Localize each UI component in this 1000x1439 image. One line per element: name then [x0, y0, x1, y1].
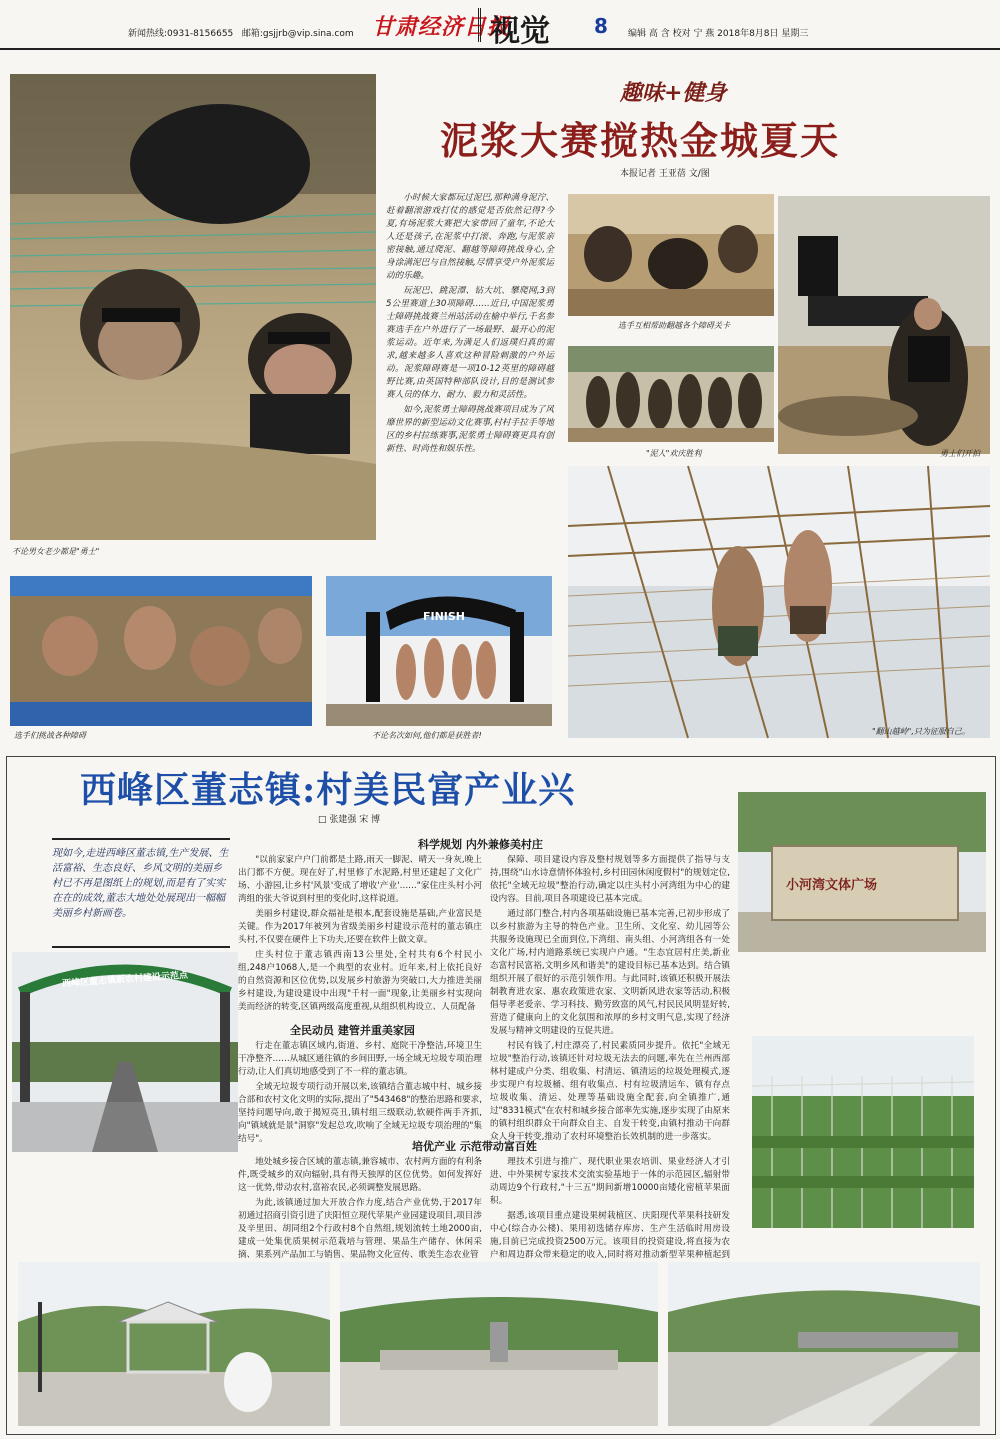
- story2-paragraph: 保障、项目建设内容及整村规划等多方面提供了指导与支持,围绕"山水诗意情怀体验村,乡村田园休闲度假村"的规划定位,依托"全域无垃圾"整治行动,确定以庄头村小河湾组为中心的建设内容。目前,项目各项建设已基本完成。: [490, 855, 730, 904]
- story1-kicker: 趣味+健身: [620, 80, 727, 106]
- story2-s2-col1: [238, 1040, 482, 1144]
- section-name: 视觉: [490, 14, 550, 49]
- story2-paragraph: 理技术引进与推广、现代职业果农培训、果业经济人才引进、中外果树专家技术交流实验基地于一体的示范园区,辐射带动周边9个行政村,"十三五"期间新增10000亩矮化密植苹果面积。: [490, 1157, 730, 1206]
- photo-road-village: [668, 1262, 980, 1426]
- caption-big-photo: 不论男女老少都是"勇士": [12, 547, 100, 556]
- photo-runner: [778, 196, 990, 454]
- story2-s2-col2: [490, 1040, 730, 1142]
- story2-paragraph: "以前家家户户门前都是土路,雨天一脚泥、晴天一身灰,晚上出门都不方便。现在好了,村里修了水泥路,村里还建起了文化广场、小游园,让乡村'风景'变成了增收'产业'……"家住庄头村小河湾组的张大爷说到村里的变化时,这样说道。: [238, 855, 482, 904]
- caption-runner: 勇士们开拍: [940, 449, 980, 458]
- photo-pavilion-park: [18, 1262, 330, 1426]
- finish-banner-text: FINISH: [422, 610, 466, 623]
- photo-mud-wall: [568, 194, 774, 316]
- story2-lead: 现如今,走进西峰区董志镇,生产发展、生活富裕、生态良好、乡风文明的美丽乡村已不再是图纸上的规划,而是有了实实在在的成效,董志大地处处展现出一幅幅美丽乡村新画卷。: [52, 838, 230, 948]
- photo-rope-net: [568, 466, 990, 738]
- masthead: [0, 0, 1000, 50]
- story2-subhead-2: 全民动员 建管并重美家园: [290, 1024, 415, 1037]
- plaza-sign-text: 小河湾文体广场: [786, 878, 878, 893]
- newspaper-logo: 甘肃经济日报: [372, 14, 511, 40]
- story2-paragraph: 庄头村位于董志镇西南13公里处,全村共有6个村民小组,248户1068人,是一个典型的农业村。近年来,村上依托良好的自然资源和区位优势,以发展乡村旅游为突破口,大力推进美丽乡村建设,为建设建设中出现"千村一面"现象,让美丽乡村实现向美而经济的转变,区镇两级高度重视,从组织机构设立、人员配备: [238, 950, 482, 1012]
- contact-info: [128, 26, 354, 39]
- story2-paragraph: 地处城乡接合区域的董志镇,兼容城市、农村两方面的有利条件,既受城乡的双向辐射,具有得天独厚的区位优势。如何发挥好这一优势,带动农村,富裕农民,必须调整发展思路。: [238, 1157, 482, 1193]
- story2-subhead-1: 科学规划 内外兼修美村庄: [418, 838, 543, 851]
- story2-paragraph: 为此,该镇通过加大开放合作力度,结合产业优势,于2017年初通过招商引资引进了庆阳恒立现代苹果产业园建设项目,项目涉及辛里田、胡同组2个行政村8个自然组,规划流转土地2000亩,建成一处集优质果树示范栽培与管理、果品生产储存、休闲采摘、果系列产品加工与销售、果品物文化宣传、歌美生态农业管: [238, 1198, 482, 1260]
- story2-paragraph: 全域无垃圾专项行动开展以来,该镇结合董志城中村、城乡接合部和农村文化文明的实际,提出了"543468"的整治思路和要求,坚持问题导向,敢于揭短亮丑,镇村组三级联动,软硬件两手齐抓,向"镇域就是景"洞察"发起总攻,吹响了全域无垃圾专项治理的"集结号"。: [238, 1082, 482, 1144]
- story2-s1-col1: [238, 854, 482, 1012]
- story2-paragraph: 行走在董志镇区域内,街道、乡村、庭院干净整洁,环境卫生干净整齐……从城区通往镇的乡间田野,一场全域无垃圾专项治理行动,让人们真切地感受到了不一样的董志镇。: [238, 1041, 482, 1077]
- masthead-divider: [478, 8, 484, 42]
- photo-mud-crawl: [10, 74, 376, 540]
- story1-byline: 本报记者 王亚蓓 文/图: [620, 169, 710, 179]
- story1-paragraph: 小时候大家都玩过泥巴,那种满身泥泞、赶着翻滚游戏打仗的感觉是否依然记得?今夏,有场泥浆大赛把大家带回了童年,不论大人还是孩子,在泥浆中打滚、奔跑,与泥浆亲密接触,通过爬泥、翻越等障碍挑战身心,全身涂满泥巴与自然接触,尽情享受户外泥浆运动的乐趣。: [386, 193, 554, 281]
- story2-subhead-3: 培优产业 示范带动富百姓: [412, 1140, 537, 1153]
- story2-s1-col2: [490, 854, 730, 1036]
- photo-square-steps: [340, 1262, 658, 1426]
- story2-s3-col2: [490, 1156, 730, 1260]
- story2-paragraph: 村民有钱了,村庄漂亮了,村民素质同步提升。依托"全域无垃圾"整治行动,该镇还针对垃圾无法去的问题,率先在兰州西部林村建成户分类、组收集、村清运、镇清运的垃圾处理模式,逐步实现户有垃圾桶、组有收集点、村有垃圾清运车、镇有存点垃圾收集、清运、处理等基础设施全配套,向全镇推广,通过"8331模式"在农村和城乡接合部率先实施,逐步实现了由原来的镇村组织群众干向群众自主、自发干转变,由镇村推动干向群众人身干转变,推动了农村环境整治长效机制的进一步落实。: [490, 1041, 730, 1142]
- story1-paragraph: 如今,泥浆勇士障碍挑战赛项目成为了风靡世界的新型运动文化赛事,村村手拉手等地区的乡村拉练赛事,泥浆勇士障碍赛更具有创新性、时尚性和娱乐性。: [386, 405, 554, 454]
- caption-rope-net: "翻山越岭",只为征服自己。: [872, 727, 970, 736]
- story2-byline: □ 张建强 宋 博: [318, 815, 381, 825]
- gate-arch-text: 西峰区董志镇新农村建设示范点: [61, 970, 189, 990]
- email: 邮箱:gsjjrb@vip.sina.com: [241, 29, 354, 39]
- caption-mud-pool: 选手们挑战各种障碍: [14, 731, 86, 740]
- story1-paragraph: 玩泥巴、跳泥潭、钻大坑、攀爬网,3到5公里赛道上30项障碍……近日,中国泥浆勇士障碍挑战赛兰州站活动在榆中举行,千名参赛选手在户外进行了一场最野、最开心的泥浆运动。近年来,为满足人们返璞归真的需求,越来越多人喜欢这种冒险刺激的户外运动。泥浆障碍赛是一项10-12英里的障碍越野比赛,由英国特种部队设计,目的是测试参赛人员的体力、耐力、毅力和灵活性。: [386, 286, 554, 400]
- caption-mud-group: "泥人"欢庆胜利: [646, 449, 702, 458]
- story2-headline: 西峰区董志镇:村美民富产业兴: [80, 769, 576, 811]
- story1-body: [386, 192, 554, 552]
- photo-mud-group: [568, 346, 774, 442]
- hotline: 新闻热线:0931-8156655: [128, 29, 234, 39]
- photo-plaza-sign: [738, 792, 986, 952]
- story2-paragraph: 美丽乡村建设,群众福祉是根本,配套设施是基础,产业富民是关键。作为2017年被列为省级美丽乡村建设示范村的董志镇庄头村,不仅要在硬件上下功夫,还要在软件上做文章。: [238, 909, 482, 945]
- story1-headline: 泥浆大赛搅热金城夏天: [440, 118, 841, 163]
- page-number: 8: [594, 14, 608, 38]
- story2-s3-col1: [238, 1156, 482, 1260]
- caption-mud-wall: 选手互相帮助翻越各个障碍关卡: [618, 321, 730, 330]
- editor-date-line: 编辑 高 含 校对 宁 燕 2018年8月8日 星期三: [628, 29, 809, 39]
- story2-paragraph: 据悉,该项目重点建设果树栽植区、庆阳现代苹果科技研发中心(综合办公楼)、果用初选储存库房、生产生活临时用房设施,目前已完成投资2500万元。该项目的投资建设,将直接为农户和周边群众带来稳定的收入,同时将对推动新型苹果种植起到: [490, 1211, 730, 1260]
- caption-finish-line: 不论名次如何,他们都是获胜者!: [372, 731, 482, 740]
- photo-finish-line: [326, 576, 552, 726]
- photo-mud-pool: [10, 576, 312, 726]
- photo-village-gate: [12, 952, 238, 1152]
- story2-paragraph: 通过部门整合,村内各项基础设施已基本完善,已初步形成了以乡村旅游为主导的特色产业。卫生所、文化室、幼儿园等公共服务设施现已全面到位,下湾组、南头组、小河湾组各有一处文化广场,村内道路系统已实现户户通。"生态宜居村庄美,新业态富村民富裕,文明乡风和谐美"的建设目标已基本达到。结合镇组织开展了很好的示范引领作用。与此同时,该镇还积极开展法制教育进农家、惠农政策进农家、文明新风进农家等活动,积极倡导孝老爱亲、学习科技、勤劳致富的风气,村民民风明显好转,营造了健康向上的文化氛围和浓厚的乡村文明气息,实现了经济发展与精神文明建设的互促共进。: [490, 909, 730, 1036]
- photo-orchard: [752, 1036, 974, 1228]
